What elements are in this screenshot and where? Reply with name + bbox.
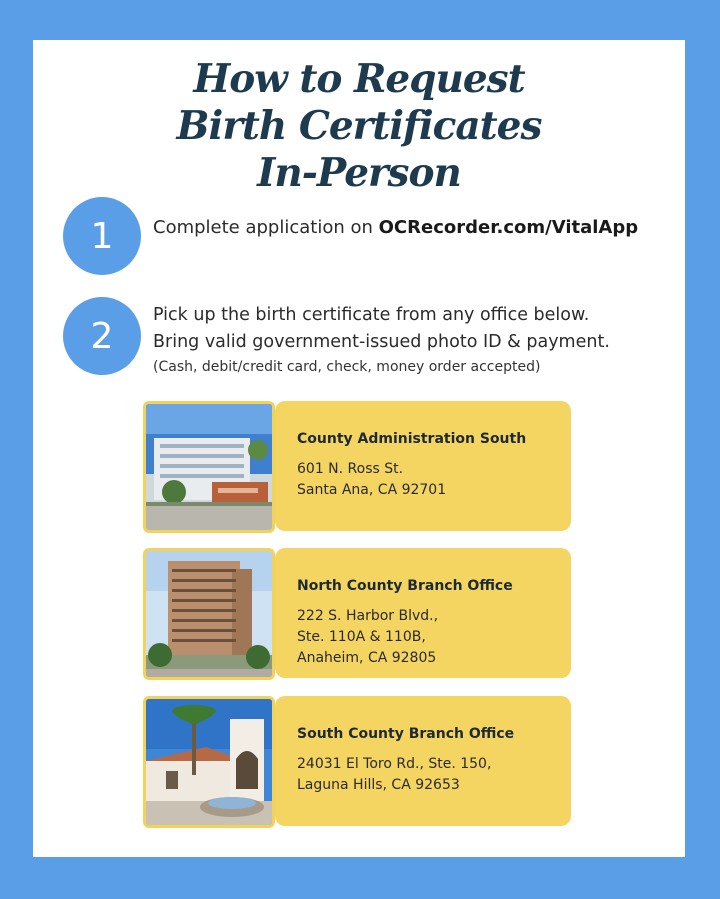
office-card-south-county: [143, 696, 571, 826]
office-name: County Administration South: [297, 431, 527, 447]
office-info-panel: [275, 401, 571, 531]
office-address: 222 S. Harbor Blvd., Ste. 110A & 110B, Anaheim, CA 92805: [297, 608, 439, 666]
step-2-number-badge: 2: [63, 297, 141, 375]
page-title: [33, 56, 685, 197]
title-line-2: Birth Certificates: [176, 103, 542, 149]
step-1-prefix: Complete application on: [153, 217, 379, 238]
office-name: North County Branch Office: [297, 578, 513, 594]
office-card-county-admin-south: [143, 401, 571, 531]
office-address: 24031 El Toro Rd., Ste. 150, Laguna Hills, CA 92653: [297, 756, 492, 793]
title-line-1: How to Request: [193, 56, 525, 102]
building-photo-laguna-hills: [143, 696, 275, 828]
step-1-text: [153, 217, 638, 238]
office-info-panel: [275, 696, 571, 826]
building-photo-santa-ana: [143, 401, 275, 533]
step-1-number-badge: 1: [63, 197, 141, 275]
step-2-text: [153, 302, 610, 378]
office-name: South County Branch Office: [297, 726, 515, 742]
office-card-north-county: [143, 548, 571, 678]
payment-note: (Cash, debit/credit card, check, money order accepted): [153, 359, 541, 375]
infographic-card: [33, 40, 685, 857]
step-2-line-2: Bring valid government-issued photo ID & payment.: [153, 332, 610, 352]
step-2-line-1: Pick up the birth certificate from any office below.: [153, 305, 590, 325]
application-link[interactable]: OCRecorder.com/VitalApp: [378, 217, 639, 238]
title-line-3: In-Person: [257, 150, 461, 196]
office-address: 601 N. Ross St. Santa Ana, CA 92701: [297, 461, 447, 498]
office-info-panel: [275, 548, 571, 678]
building-photo-anaheim: [143, 548, 275, 680]
